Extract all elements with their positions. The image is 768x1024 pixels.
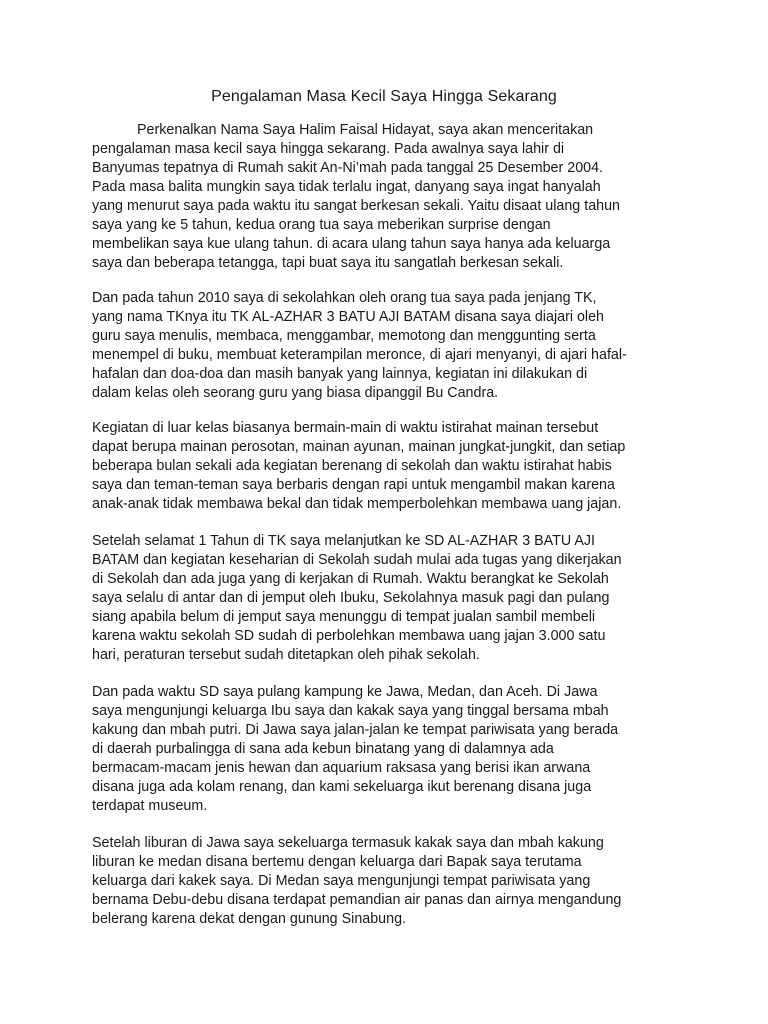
paragraph-line: beberapa bulan sekali ada kegiatan berenang di sekolah dan waktu istirahat habis — [92, 458, 612, 474]
paragraph-line: Pada masa balita mungkin saya tidak terlalu ingat, danyang saya ingat hanyalah — [92, 179, 601, 195]
paragraph-line: di Sekolah dan ada juga yang di kerjakan di Rumah. Waktu berangkat ke Sekolah — [92, 571, 609, 587]
paragraph-line: saya dan beberapa tetangga, tapi buat saya itu sangatlah berkesan sekali. — [92, 255, 564, 271]
paragraph-line: membelikan saya kue ulang tahun. di acara ulang tahun saya hanya ada keluarga — [92, 236, 611, 252]
paragraph-line: disana juga ada kolam renang, dan kami sekeluarga ikut berenang disana juga — [92, 779, 592, 795]
paragraph-line: Banyumas tepatnya di Rumah sakit An-Ni’mah pada tanggal 25 Desember 2004. — [92, 160, 604, 176]
paragraph-line: bermacam-macam jenis hewan dan aquarium raksasa yang berisi ikan arwana — [92, 760, 591, 776]
paragraph-line: bernama Debu-debu disana terdapat pemandian air panas dan airnya mengandung — [92, 892, 622, 908]
paragraph-line: anak-anak tidak membawa bekal dan tidak memperbolehkan membawa uang jajan. — [92, 496, 622, 512]
paragraph-3 — [92, 419, 692, 514]
paragraph-line: guru saya menulis, membaca, menggambar, memotong dan menggunting serta — [92, 328, 596, 344]
paragraph-line: keluarga dari kakek saya. Di Medan saya mengunjungi tempat pariwisata yang — [92, 873, 591, 889]
paragraph-line: saya dan teman-teman saya berbaris dengan rapi untuk mengambil makan karena — [92, 477, 615, 493]
paragraph-4 — [92, 532, 692, 665]
paragraph-line: siang apabila belum di jemput saya menunggu di tempat jualan sambil membeli — [92, 609, 596, 625]
paragraph-line: yang menurut saya pada waktu itu sangat berkesan sekali. Yaitu disaat ulang tahun — [92, 198, 621, 214]
paragraph-line: belerang karena dekat dengan gunung Sinabung. — [92, 911, 407, 927]
paragraph-line: dapat berupa mainan perosotan, mainan ayunan, mainan jungkat-jungkit, dan setiap — [92, 439, 626, 455]
paragraph-line: hafalan dan doa-doa dan masih banyak yang lainnya, kegiatan ini dilakukan di — [92, 366, 588, 382]
paragraph-line: Setelah selamat 1 Tahun di TK saya melanjutkan ke SD AL-AZHAR 3 BATU AJI — [92, 533, 596, 549]
paragraph-line: terdapat museum. — [92, 798, 208, 814]
document-title: Pengalaman Masa Kecil Saya Hingga Sekarang — [211, 88, 557, 105]
paragraph-line: dalam kelas oleh seorang guru yang biasa dipanggil Bu Candra. — [92, 385, 499, 401]
paragraph-2 — [92, 289, 692, 403]
paragraph-line: Dan pada waktu SD saya pulang kampung ke Jawa, Medan, dan Aceh. Di Jawa — [92, 684, 598, 700]
paragraph-line: pengalaman masa kecil saya hingga sekarang. Pada awalnya saya lahir di — [92, 141, 565, 157]
paragraph-line: liburan ke medan disana bertemu dengan keluarga dari Bapak saya terutama — [92, 854, 582, 870]
paragraph-6 — [92, 834, 692, 929]
paragraph-line: di daerah purbalingga di sana ada kebun binatang yang di dalamnya ada — [92, 741, 554, 757]
paragraph-line: yang nama TKnya itu TK AL-AZHAR 3 BATU AJI BATAM disana saya diajari oleh — [92, 309, 605, 325]
paragraph-line: hari, peraturan tersebut sudah ditetapkan oleh pihak sekolah. — [92, 647, 480, 663]
paragraph-line: saya yang ke 5 tahun, kedua orang tua saya meberikan surprise dengan — [92, 217, 551, 233]
paragraph-line: karena waktu sekolah SD sudah di perbolehkan membawa uang jajan 3.000 satu — [92, 628, 606, 644]
paragraph-line: kakung dan mbah putri. Di Jawa saya jalan-jalan ke tempat pariwisata yang berada — [92, 722, 619, 738]
paragraph-line: Setelah liburan di Jawa saya sekeluarga termasuk kakak saya dan mbah kakung — [92, 835, 604, 851]
paragraph-line: BATAM dan kegiatan keseharian di Sekolah sudah mulai ada tugas yang dikerjakan — [92, 552, 622, 568]
paragraph-line: Dan pada tahun 2010 saya di sekolahkan oleh orang tua saya pada jenjang TK, — [92, 290, 597, 306]
paragraph-line: saya selalu di antar dan di jemput oleh Ibuku, Sekolahnya masuk pagi dan pulang — [92, 590, 610, 606]
paragraph-line: Kegiatan di luar kelas biasanya bermain-main di waktu istirahat mainan tersebut — [92, 420, 599, 436]
paragraph-line: Perkenalkan Nama Saya Halim Faisal Hidayat, saya akan menceritakan — [137, 122, 594, 138]
paragraph-5 — [92, 683, 692, 816]
paragraph-1 — [92, 121, 692, 273]
paragraph-line: menempel di buku, membuat keterampilan meronce, di ajari menyanyi, di ajari hafal- — [92, 347, 627, 363]
paragraph-line: saya mengunjungi keluarga Ibu saya dan kakak saya yang tinggal bersama mbah — [92, 703, 609, 719]
